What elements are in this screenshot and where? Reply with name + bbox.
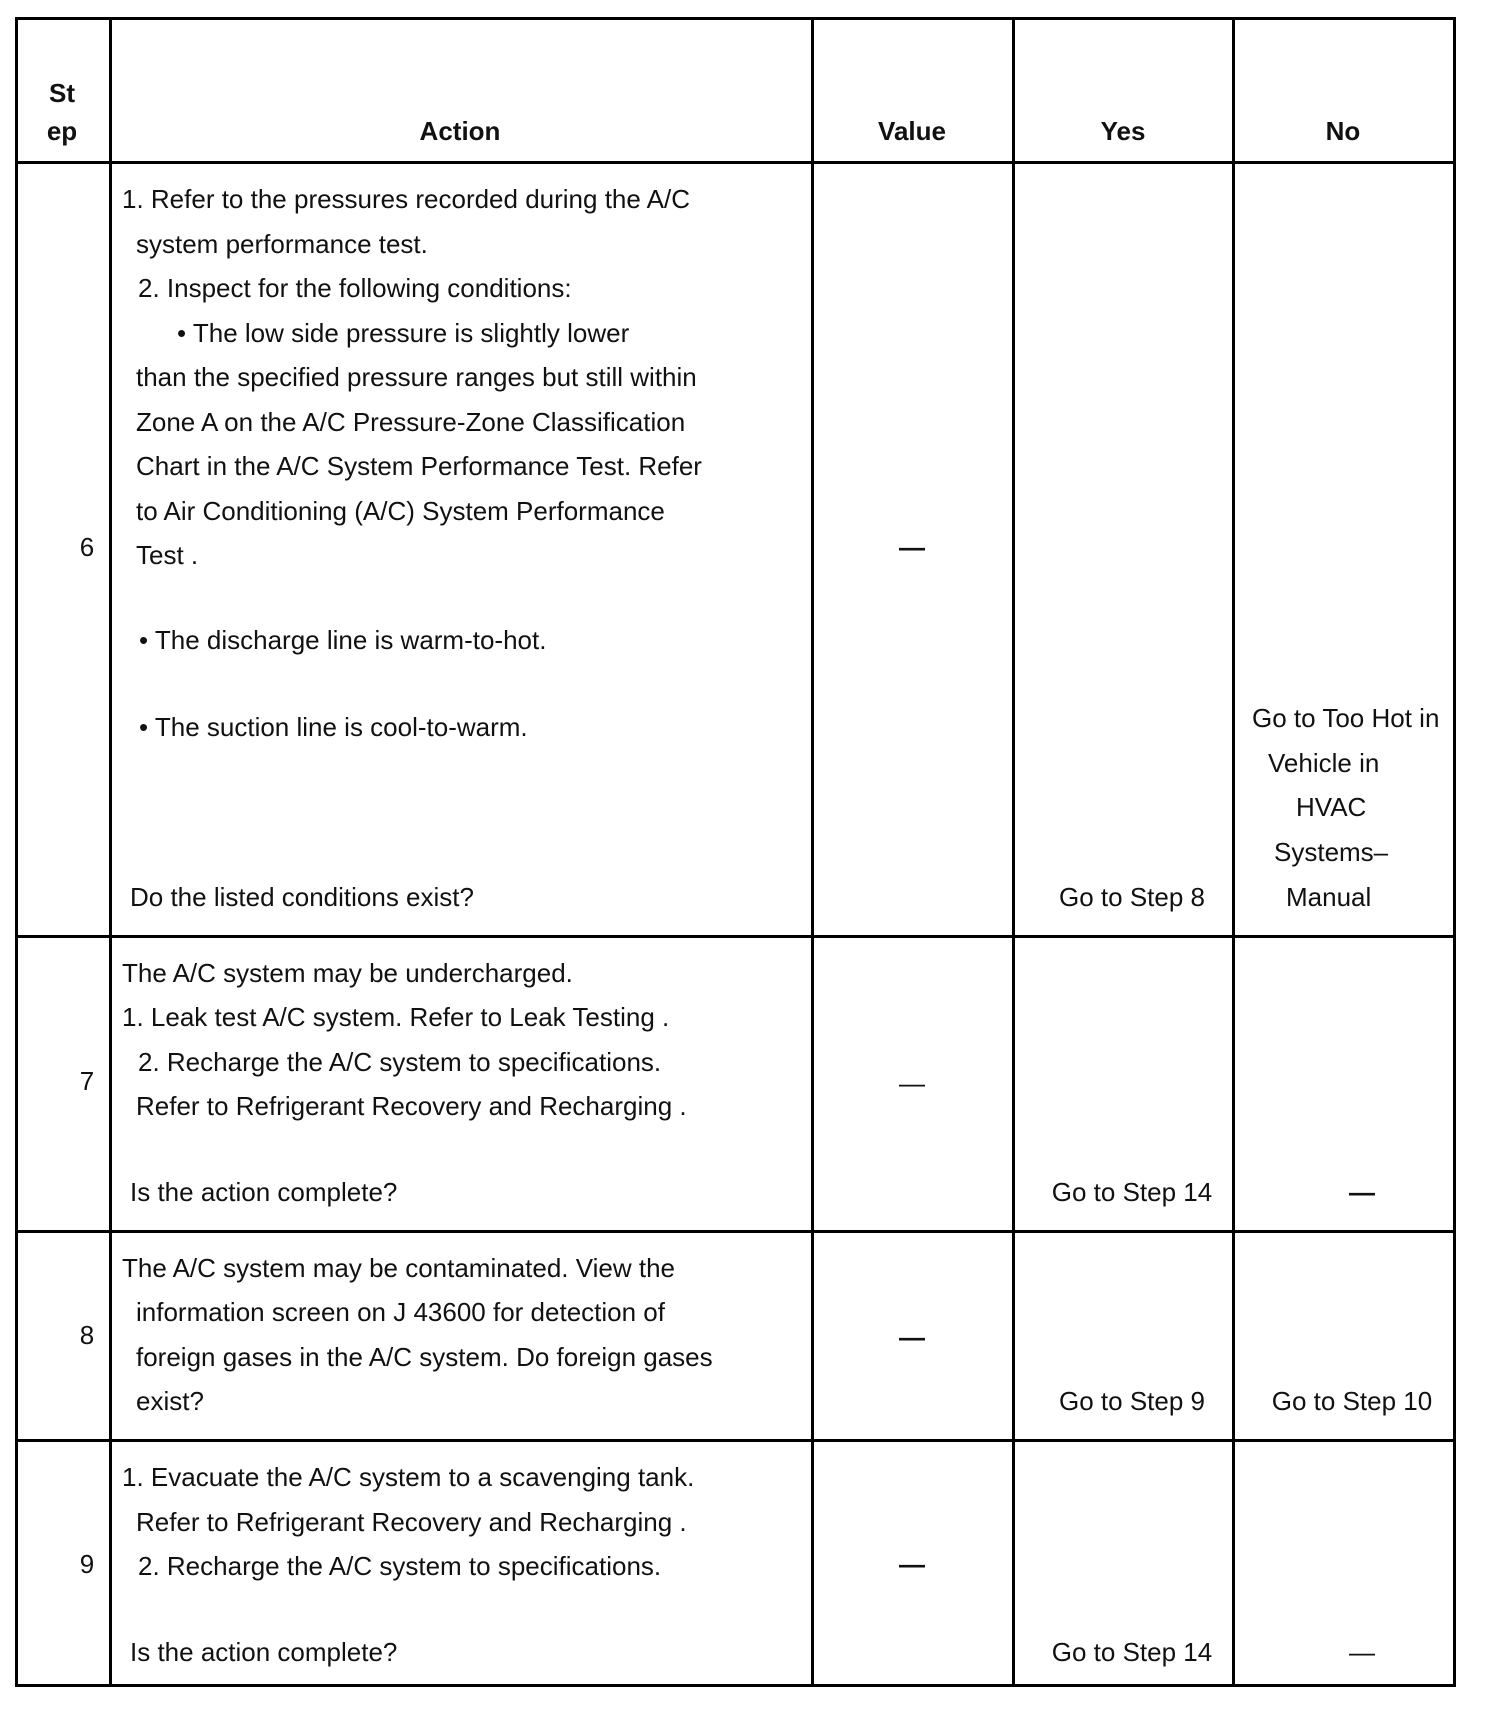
action-line: Refer to Refrigerant Recovery and Recharging . (136, 1507, 687, 1537)
no-cell-line: Manual (1286, 882, 1372, 912)
action-question: Do the listed conditions exist? (130, 882, 474, 912)
action-line: foreign gases in the A/C system. Do foreign gases (136, 1342, 713, 1372)
step-number: 7 (79, 1066, 95, 1096)
action-question: Is the action complete? (130, 1637, 398, 1667)
action-line: to Air Conditioning (A/C) System Performance (136, 496, 665, 526)
col-rule-value (1012, 17, 1015, 1687)
action-line: 1. Evacuate the A/C system to a scavenging tank. (122, 1462, 695, 1492)
no-cell-line: Vehicle in (1268, 748, 1380, 778)
yes-cell: Go to Step 8 (1059, 882, 1205, 912)
row-rule-6 (15, 935, 1456, 938)
col-rule-step (109, 17, 112, 1687)
value-cell: — (899, 1068, 925, 1098)
header-value: Value (878, 116, 946, 146)
step-number: 8 (79, 1320, 95, 1350)
action-line: Zone A on the A/C Pressure-Zone Classification (136, 407, 686, 437)
value-cell: — (899, 532, 925, 562)
value-cell: — (899, 1322, 925, 1352)
action-line: • The suction line is cool-to-warm. (139, 712, 528, 742)
row-rule-top (15, 17, 1456, 20)
action-line: 2. Recharge the A/C system to specifications. (138, 1551, 662, 1581)
action-line: exist? (136, 1386, 204, 1416)
action-line: than the specified pressure ranges but still within (136, 362, 697, 392)
action-line: information screen on J 43600 for detection of (136, 1297, 665, 1327)
action-line: 1. Refer to the pressures recorded during the A/C (122, 184, 690, 214)
col-rule-right (1453, 17, 1456, 1687)
row-rule-8 (15, 1439, 1456, 1442)
col-rule-yes (1232, 17, 1235, 1687)
col-rule-action (811, 17, 814, 1687)
action-line: The A/C system may be contaminated. View the (122, 1253, 676, 1283)
action-line: 1. Leak test A/C system. Refer to Leak Testing . (122, 1002, 670, 1032)
action-question: Is the action complete? (130, 1177, 398, 1207)
header-step-top: St (49, 78, 75, 108)
row-rule-header (15, 161, 1456, 164)
no-cell: — (1349, 1177, 1375, 1207)
header-action: Action (419, 116, 501, 146)
no-cell-line: HVAC (1296, 792, 1367, 822)
step-number: 6 (79, 532, 95, 562)
action-line: • The discharge line is warm-to-hot. (139, 625, 547, 655)
value-cell: — (899, 1549, 925, 1579)
header-no: No (1325, 116, 1361, 146)
col-rule-left (15, 17, 18, 1687)
action-line: system performance test. (136, 229, 428, 259)
header-step-bottom: ep (46, 116, 78, 146)
header-yes: Yes (1100, 116, 1146, 146)
row-rule-7 (15, 1230, 1456, 1233)
no-cell: — (1349, 1637, 1375, 1667)
action-line: Chart in the A/C System Performance Test. Refer (136, 451, 702, 481)
no-cell-line: Systems– (1274, 837, 1389, 867)
yes-cell: Go to Step 14 (1051, 1637, 1213, 1667)
row-rule-bottom (15, 1684, 1456, 1687)
no-cell-line: Go to Too Hot in (1252, 703, 1440, 733)
step-number: 9 (79, 1549, 95, 1579)
action-line: Refer to Refrigerant Recovery and Recharging . (136, 1091, 687, 1121)
no-cell: Go to Step 10 (1271, 1386, 1433, 1416)
action-line: 2. Inspect for the following conditions: (138, 273, 572, 303)
action-line: • The low side pressure is slightly lower (177, 318, 630, 348)
yes-cell: Go to Step 14 (1051, 1177, 1213, 1207)
action-line: The A/C system may be undercharged. (122, 958, 573, 988)
action-line: 2. Recharge the A/C system to specifications. (138, 1047, 662, 1077)
yes-cell: Go to Step 9 (1059, 1386, 1205, 1416)
action-line: Test . (136, 540, 199, 570)
